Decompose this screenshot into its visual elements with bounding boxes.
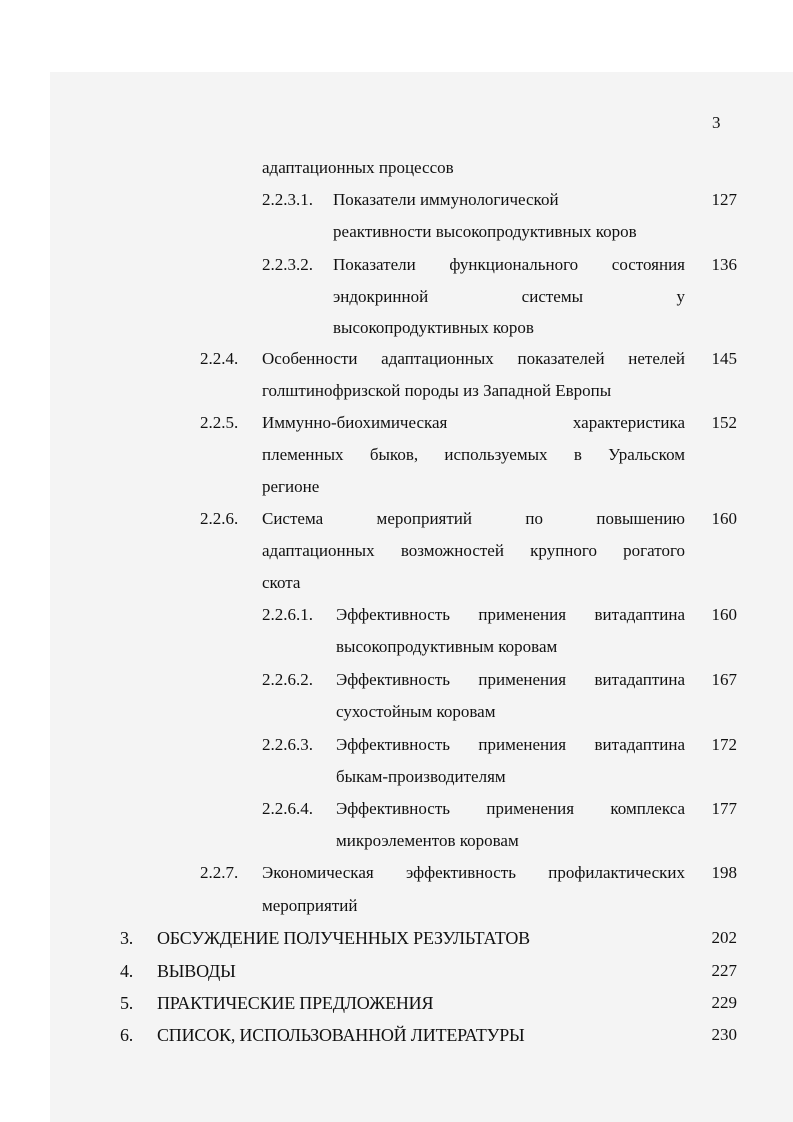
toc-title: Особенности адаптационных показателей нетелей <box>262 349 685 368</box>
toc-number: 2.2.3.2. <box>262 255 313 274</box>
toc-title: Эффективность применения витадаптина <box>336 670 685 689</box>
toc-chapter-title: ВЫВОДЫ <box>157 961 236 981</box>
toc-title: эндокринной системы у <box>333 287 685 306</box>
toc-page: 227 <box>711 961 737 980</box>
page-number: 3 <box>712 113 721 132</box>
toc-number: 2.2.6. <box>200 509 239 528</box>
toc-title: скота <box>262 573 301 592</box>
toc-number: 2.2.6.2. <box>262 670 313 689</box>
toc-chapter-title: ОБСУЖДЕНИЕ ПОЛУЧЕННЫХ РЕЗУЛЬТАТОВ <box>157 928 530 948</box>
toc-title: мероприятий <box>262 896 358 915</box>
toc-title: Эффективность применения витадаптина <box>336 735 685 754</box>
toc-number: 2.2.4. <box>200 349 239 368</box>
toc-number: 2.2.6.4. <box>262 799 313 818</box>
toc-number: 2.2.6.1. <box>262 605 313 624</box>
toc-title: Эффективность применения комплекса <box>336 799 685 818</box>
toc-title: Показатели функционального состояния <box>333 255 685 274</box>
toc-page: 160 <box>711 509 737 528</box>
toc-number: 2.2.6.3. <box>262 735 313 754</box>
toc-page: 198 <box>711 863 737 882</box>
toc-title: микроэлементов коровам <box>336 831 519 850</box>
toc-title: высокопродуктивным коровам <box>336 637 558 656</box>
toc-title: Эффективность применения витадаптина <box>336 605 685 624</box>
toc-page: 136 <box>711 255 737 274</box>
toc-title: голштинофризской породы из Западной Европы <box>262 381 612 400</box>
toc-page: 230 <box>711 1025 737 1044</box>
toc-page: 167 <box>711 670 737 689</box>
toc-title: сухостойным коровам <box>336 702 496 721</box>
toc-chapter-title: СПИСОК, ИСПОЛЬЗОВАННОЙ ЛИТЕРАТУРЫ <box>157 1025 525 1045</box>
toc-title: высокопродуктивных коров <box>333 318 534 337</box>
toc-title: быкам-производителям <box>336 767 506 786</box>
toc-page: 172 <box>711 735 737 754</box>
toc-page: 145 <box>711 349 737 368</box>
toc-page: 152 <box>711 413 737 432</box>
toc-title: Система мероприятий по повышению <box>262 509 685 528</box>
toc-title: Иммунно-биохимическая характеристика <box>262 413 685 432</box>
toc-title: адаптационных возможностей крупного рогатого <box>262 541 685 560</box>
toc-title: реактивности высокопродуктивных коров <box>333 222 637 241</box>
toc-page: 177 <box>711 799 737 818</box>
toc-number: 2.2.5. <box>200 413 239 432</box>
toc-chapter-number: 4. <box>120 961 134 981</box>
toc-line-continuation: адаптационных процессов <box>262 158 454 177</box>
toc-number: 2.2.3.1. <box>262 190 313 209</box>
toc-chapter-number: 6. <box>120 1025 134 1045</box>
toc-chapter-number: 5. <box>120 993 134 1013</box>
toc-page: 229 <box>711 993 737 1012</box>
toc-page: 127 <box>711 190 737 209</box>
toc-page: 202 <box>711 928 737 947</box>
toc-title: Показатели иммунологической <box>333 190 559 209</box>
toc-page: 160 <box>711 605 737 624</box>
toc-title: племенных быков, используемых в Уральском <box>262 445 685 464</box>
toc-title: Экономическая эффективность профилактических <box>262 863 685 882</box>
toc-title: регионе <box>262 477 320 496</box>
toc-chapter-title: ПРАКТИЧЕСКИЕ ПРЕДЛОЖЕНИЯ <box>157 993 434 1013</box>
toc-number: 2.2.7. <box>200 863 239 882</box>
toc-chapter-number: 3. <box>120 928 134 948</box>
